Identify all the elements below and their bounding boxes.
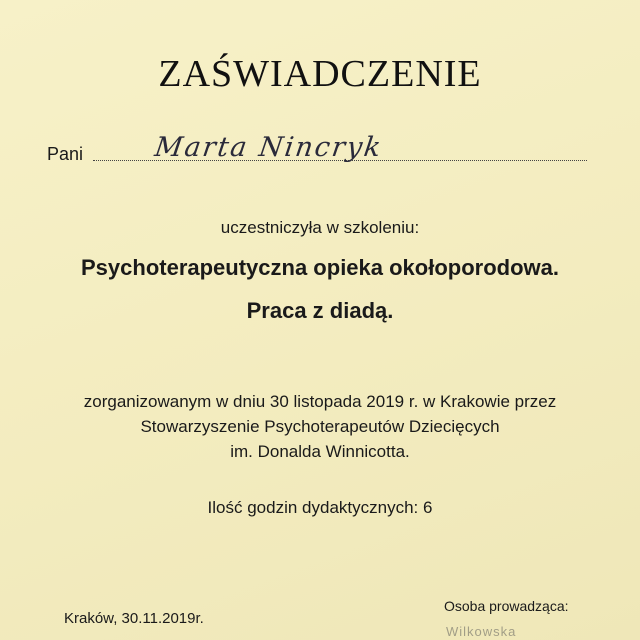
lead-person-label: Osoba prowadząca:: [444, 598, 569, 614]
course-title-line2: Praca z diadą.: [246, 298, 394, 323]
recipient-label: Pani: [47, 144, 84, 164]
organized-text-line2: Stowarzyszenie Psychoterapeutów Dziecięcych: [140, 417, 500, 436]
certificate-title: ZAŚWIADCZENIE: [158, 53, 482, 95]
recipient-row: [47, 132, 587, 168]
signature-fragment: Wilkowska: [446, 624, 517, 639]
didactic-hours: Ilość godzin dydaktycznych: 6: [207, 498, 433, 517]
organized-text-line1: zorganizowanym w dniu 30 listopada 2019 r. w Krakowie przez: [83, 392, 557, 411]
organized-text-line3: im. Donalda Winnicotta.: [230, 442, 410, 461]
course-title-line1: Psychoterapeutyczna opieka okołoporodowa.: [81, 255, 559, 280]
recipient-handwritten-name: Marta Nincryk: [152, 132, 385, 163]
intro-text: uczestniczyła w szkoleniu:: [220, 218, 420, 237]
place-and-date: Kraków, 30.11.2019r.: [64, 610, 204, 627]
